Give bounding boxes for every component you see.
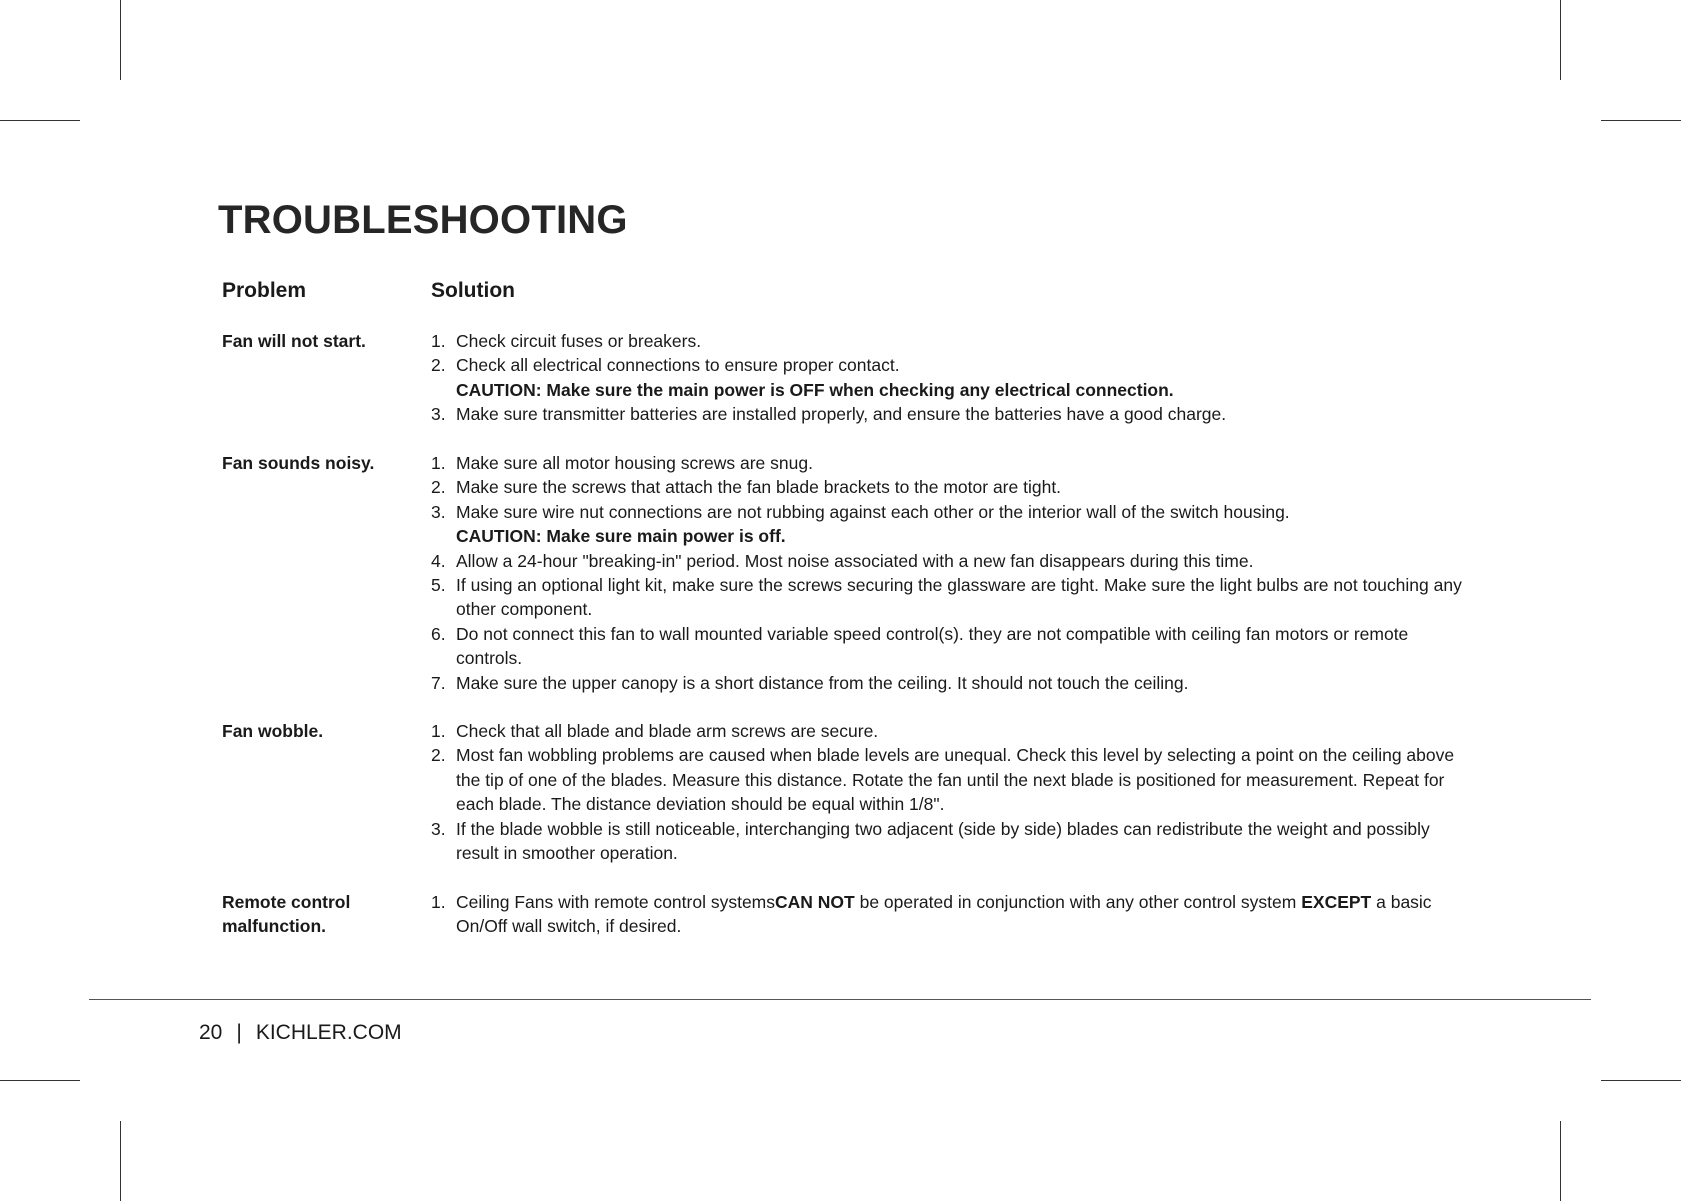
item-text: Most fan wobbling problems are caused when blade levels are unequal. Check this level by selecting a point on the ceiling above the tip of one of the blades. Measure this distance. Rotate the fan until the next blade is positioned for measurement. Repeat for each blade. The distance deviation should be equal within 1/8". — [456, 745, 1455, 815]
item-number: 7. — [431, 672, 446, 693]
solution-list — [431, 329, 1471, 427]
problem-label: Fan wobble. — [222, 721, 324, 741]
footer-divider — [89, 999, 1591, 1000]
item-text: Check all electrical connections to ensure proper contact. — [456, 355, 900, 376]
problem-label: Fan will not start. — [222, 331, 366, 351]
item-text: be operated in conjunction with any other control system — [854, 892, 1302, 912]
crop-mark-top-right-horizontal — [1601, 120, 1681, 121]
solution-item — [431, 329, 1471, 353]
solution-column-header: Solution — [431, 279, 515, 302]
crop-mark-bottom-left-vertical — [120, 1121, 121, 1201]
item-number: 5. — [431, 575, 446, 596]
item-number: 2. — [431, 745, 446, 766]
item-number: 1. — [431, 721, 446, 741]
item-text: Allow a 24-hour "breaking-in" period. Most noise associated with a new fan disappears during this time. — [456, 550, 1254, 571]
footer-site: KICHLER.COM — [255, 1021, 402, 1044]
solution-item — [431, 451, 1471, 475]
item-number: 3. — [431, 818, 446, 839]
item-text: Make sure the upper canopy is a short distance from the ceiling. It should not touch the ceiling. — [456, 672, 1189, 693]
caution-note: CAUTION: Make sure main power is off. — [456, 526, 786, 547]
item-text: Ceiling Fans with remote control systems — [456, 892, 775, 912]
crop-mark-top-left-horizontal — [0, 120, 80, 121]
solution-item — [431, 890, 1471, 939]
item-text: Make sure transmitter batteries are installed properly, and ensure the batteries have a good charge. — [456, 404, 1227, 425]
item-emphasis: CAN NOT — [775, 892, 855, 912]
solution-list — [431, 719, 1471, 865]
item-text: Check that all blade and blade arm screws are secure. — [456, 721, 879, 741]
item-number: 1. — [431, 892, 446, 912]
problem-label: Fan sounds noisy. — [222, 453, 375, 473]
solution-item — [431, 671, 1471, 695]
item-text: Make sure wire nut connections are not rubbing against each other or the interior wall of the switch housing. — [456, 501, 1290, 522]
item-number: 1. — [431, 331, 446, 351]
crop-mark-bottom-right-horizontal — [1601, 1080, 1681, 1081]
crop-mark-top-left-vertical — [120, 0, 121, 80]
caution-note: CAUTION: Make sure the main power is OFF when checking any electrical connection. — [456, 379, 1174, 400]
solution-item — [431, 549, 1471, 573]
solution-list — [431, 890, 1471, 939]
item-number: 2. — [431, 355, 446, 376]
crop-mark-bottom-right-vertical — [1560, 1121, 1561, 1201]
solution-item — [431, 573, 1471, 622]
item-number: 2. — [431, 477, 446, 498]
item-text: If the blade wobble is still noticeable, interchanging two adjacent (side by side) blades can redistribute the weight and possibly result in smoother operation. — [456, 818, 1430, 864]
crop-mark-bottom-left-horizontal — [0, 1080, 80, 1081]
solution-item — [431, 622, 1471, 671]
problem-column-header: Problem — [222, 279, 307, 302]
solution-item — [431, 743, 1471, 816]
item-number: 1. — [431, 453, 446, 473]
item-text: Do not connect this fan to wall mounted variable speed control(s). they are not compatible with ceiling fan motors or remote controls. — [456, 623, 1409, 669]
problem-label: Remote control malfunction. — [222, 892, 351, 937]
item-number: 3. — [431, 404, 446, 425]
item-text: Check circuit fuses or breakers. — [456, 331, 702, 351]
crop-mark-top-right-vertical — [1560, 0, 1561, 80]
solution-item — [431, 817, 1471, 866]
item-number: 6. — [431, 623, 446, 644]
item-number: 3. — [431, 501, 446, 522]
footer-separator: | — [236, 1021, 242, 1044]
solution-item — [431, 719, 1471, 743]
item-text: Make sure all motor housing screws are snug. — [456, 453, 813, 473]
item-text: a basic On/Off wall switch, if desired. — [456, 892, 1432, 937]
solution-list — [431, 451, 1471, 695]
solution-item — [431, 500, 1471, 549]
item-emphasis: EXCEPT — [1301, 892, 1372, 912]
page-number: 20 — [199, 1021, 223, 1044]
page-footer — [199, 1019, 402, 1047]
item-text: If using an optional light kit, make sure the screws securing the glassware are tight. Make sure the light bulbs are not touching any other component. — [456, 575, 1462, 620]
solution-item — [431, 353, 1471, 402]
solution-item — [431, 475, 1471, 499]
item-text: Make sure the screws that attach the fan blade brackets to the motor are tight. — [456, 477, 1062, 498]
solution-item — [431, 402, 1471, 426]
page-title: TROUBLESHOOTING — [218, 198, 628, 242]
item-number: 4. — [431, 550, 446, 571]
